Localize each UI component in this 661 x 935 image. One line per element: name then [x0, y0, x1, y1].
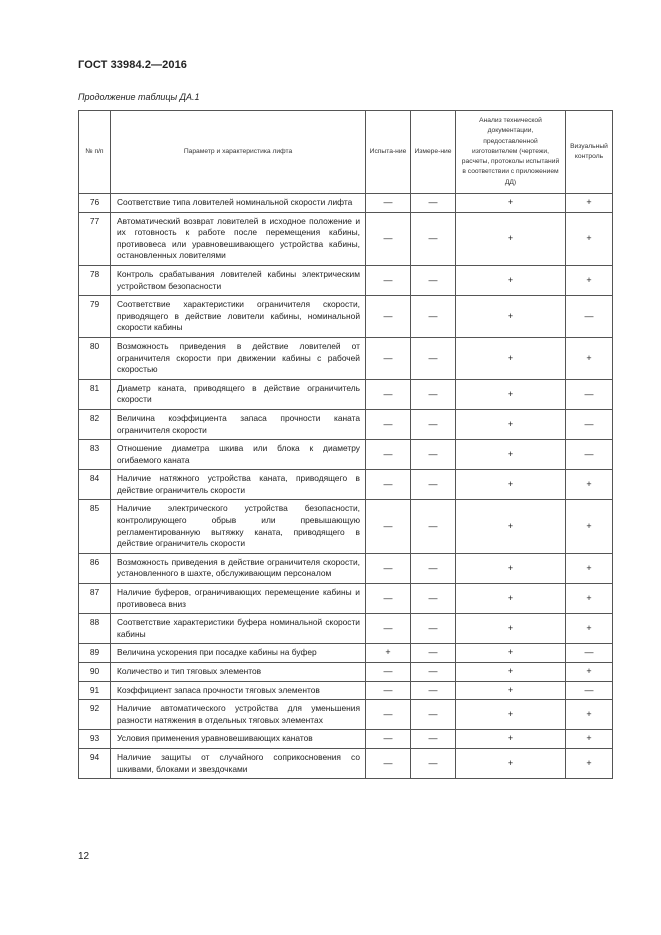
row-visual: + [566, 212, 613, 265]
col-header-measure: Измере-ние [411, 111, 456, 194]
row-param: Отношение диаметра шкива или блока к диаметру огибаемого каната [111, 440, 366, 470]
row-test: — [366, 748, 411, 778]
row-analysis: + [456, 663, 566, 682]
table-row [79, 644, 613, 663]
row-measure: — [411, 265, 456, 295]
row-num: 83 [79, 440, 111, 470]
row-analysis: + [456, 212, 566, 265]
row-analysis: + [456, 644, 566, 663]
row-visual: + [566, 700, 613, 730]
table-row [79, 730, 613, 749]
table-row [79, 584, 613, 614]
table-row [79, 470, 613, 500]
row-test: — [366, 440, 411, 470]
row-param: Возможность приведения в действие ловителей от ограничителя скорости при движении кабины с рабочей скоростью [111, 337, 366, 379]
row-num: 92 [79, 700, 111, 730]
row-measure: — [411, 409, 456, 439]
row-analysis: + [456, 553, 566, 583]
row-analysis: + [456, 681, 566, 700]
row-analysis: + [456, 500, 566, 553]
row-param: Соответствие типа ловителей номинальной скорости лифта [111, 194, 366, 213]
row-test: — [366, 194, 411, 213]
table-row [79, 194, 613, 213]
document-standard-title: ГОСТ 33984.2—2016 [78, 59, 188, 71]
col-header-param: Параметр и характеристика лифта [111, 111, 366, 194]
col-header-visual: Визуальный контроль [566, 111, 613, 194]
row-analysis: + [456, 265, 566, 295]
row-visual: — [566, 379, 613, 409]
table-row [79, 409, 613, 439]
row-measure: — [411, 194, 456, 213]
row-analysis: + [456, 194, 566, 213]
row-num: 91 [79, 681, 111, 700]
row-param: Диаметр каната, приводящего в действие ограничитель скорости [111, 379, 366, 409]
row-visual: + [566, 553, 613, 583]
row-measure: — [411, 553, 456, 583]
row-test: — [366, 700, 411, 730]
row-analysis: + [456, 379, 566, 409]
row-test: — [366, 265, 411, 295]
row-measure: — [411, 681, 456, 700]
row-param: Соответствие характеристики буфера номинальной скорости кабины [111, 614, 366, 644]
row-visual: + [566, 337, 613, 379]
row-num: 80 [79, 337, 111, 379]
row-test: — [366, 379, 411, 409]
table-row [79, 212, 613, 265]
row-visual: — [566, 681, 613, 700]
row-test: — [366, 500, 411, 553]
table-row [79, 663, 613, 682]
row-analysis: + [456, 614, 566, 644]
table-row [79, 337, 613, 379]
row-param: Величина ускорения при посадке кабины на буфер [111, 644, 366, 663]
row-visual: + [566, 663, 613, 682]
row-visual: + [566, 748, 613, 778]
row-num: 86 [79, 553, 111, 583]
row-test: — [366, 337, 411, 379]
table-row [79, 748, 613, 778]
row-param: Количество и тип тяговых элементов [111, 663, 366, 682]
row-measure: — [411, 500, 456, 553]
row-analysis: + [456, 700, 566, 730]
row-num: 81 [79, 379, 111, 409]
row-measure: — [411, 700, 456, 730]
table-header-row [79, 111, 613, 194]
table-row [79, 500, 613, 553]
row-param: Наличие электрического устройства безопасности, контролирующего обрыв или превышающую регламентированную вытяжку каната, приводящего в действие ограничитель скорости [111, 500, 366, 553]
row-test: — [366, 614, 411, 644]
row-analysis: + [456, 409, 566, 439]
row-num: 77 [79, 212, 111, 265]
row-measure: — [411, 748, 456, 778]
row-visual: + [566, 265, 613, 295]
row-analysis: + [456, 584, 566, 614]
row-param: Наличие защиты от случайного соприкосновения со шкивами, блоками и звездочками [111, 748, 366, 778]
row-param: Соответствие характеристики ограничителя скорости, приводящего в действие ловители кабины, номинальной скорости кабины [111, 296, 366, 338]
row-test: — [366, 730, 411, 749]
row-measure: — [411, 296, 456, 338]
row-analysis: + [456, 748, 566, 778]
table-row [79, 614, 613, 644]
row-measure: — [411, 644, 456, 663]
inspection-table [78, 110, 613, 779]
row-test: — [366, 212, 411, 265]
row-num: 94 [79, 748, 111, 778]
col-header-test: Испыта-ние [366, 111, 411, 194]
row-num: 85 [79, 500, 111, 553]
row-visual: — [566, 296, 613, 338]
row-param: Наличие буферов, ограничивающих перемещение кабины и противовеса вниз [111, 584, 366, 614]
table-row [79, 553, 613, 583]
row-num: 93 [79, 730, 111, 749]
row-visual: + [566, 194, 613, 213]
row-visual: + [566, 614, 613, 644]
row-test: — [366, 663, 411, 682]
row-num: 78 [79, 265, 111, 295]
row-test: — [366, 553, 411, 583]
row-measure: — [411, 470, 456, 500]
row-num: 90 [79, 663, 111, 682]
row-measure: — [411, 584, 456, 614]
row-visual: — [566, 644, 613, 663]
row-param: Наличие автоматического устройства для уменьшения разности натяжения в отдельных тяговых элементах [111, 700, 366, 730]
row-analysis: + [456, 730, 566, 749]
row-visual: + [566, 730, 613, 749]
row-visual: + [566, 470, 613, 500]
row-num: 82 [79, 409, 111, 439]
row-param: Величина коэффициента запаса прочности каната ограничителя скорости [111, 409, 366, 439]
row-measure: — [411, 379, 456, 409]
table-row [79, 440, 613, 470]
row-num: 79 [79, 296, 111, 338]
row-visual: + [566, 500, 613, 553]
row-measure: — [411, 440, 456, 470]
row-visual: — [566, 409, 613, 439]
row-param: Условия применения уравновешивающих канатов [111, 730, 366, 749]
row-measure: — [411, 663, 456, 682]
row-measure: — [411, 730, 456, 749]
table-caption: Продолжение таблицы ДА.1 [78, 92, 200, 102]
row-num: 88 [79, 614, 111, 644]
row-param: Контроль срабатывания ловителей кабины электрическим устройством безопасности [111, 265, 366, 295]
table-row [79, 379, 613, 409]
row-analysis: + [456, 296, 566, 338]
row-test: — [366, 681, 411, 700]
row-visual: + [566, 584, 613, 614]
table-row [79, 681, 613, 700]
row-analysis: + [456, 440, 566, 470]
page-number: 12 [78, 851, 90, 862]
row-measure: — [411, 212, 456, 265]
row-param: Автоматический возврат ловителей в исходное положение и их готовность к работе после перемещения кабины, противовеса или уравновешивающего устройства кабины, остановленных ловителями [111, 212, 366, 265]
row-param: Наличие натяжного устройства каната, приводящего в действие ограничитель скорости [111, 470, 366, 500]
row-analysis: + [456, 470, 566, 500]
row-analysis: + [456, 337, 566, 379]
row-measure: — [411, 614, 456, 644]
col-header-analysis: Анализ технической документации, предоставленной изготовителем (чертежи, расчеты, протоколы испытаний в соответствии с приложением ДД) [456, 111, 566, 194]
row-test: — [366, 409, 411, 439]
row-test: — [366, 296, 411, 338]
row-param: Коэффициент запаса прочности тяговых элементов [111, 681, 366, 700]
table-row [79, 296, 613, 338]
row-param: Возможность приведения в действие ограничителя скорости, установленного в шахте, обслуживающим персоналом [111, 553, 366, 583]
row-visual: — [566, 440, 613, 470]
col-header-num: № п/п [79, 111, 111, 194]
row-num: 87 [79, 584, 111, 614]
row-num: 89 [79, 644, 111, 663]
table-row [79, 700, 613, 730]
table-row [79, 265, 613, 295]
row-test: — [366, 584, 411, 614]
row-test: — [366, 470, 411, 500]
row-measure: — [411, 337, 456, 379]
row-num: 76 [79, 194, 111, 213]
row-test: + [366, 644, 411, 663]
row-num: 84 [79, 470, 111, 500]
